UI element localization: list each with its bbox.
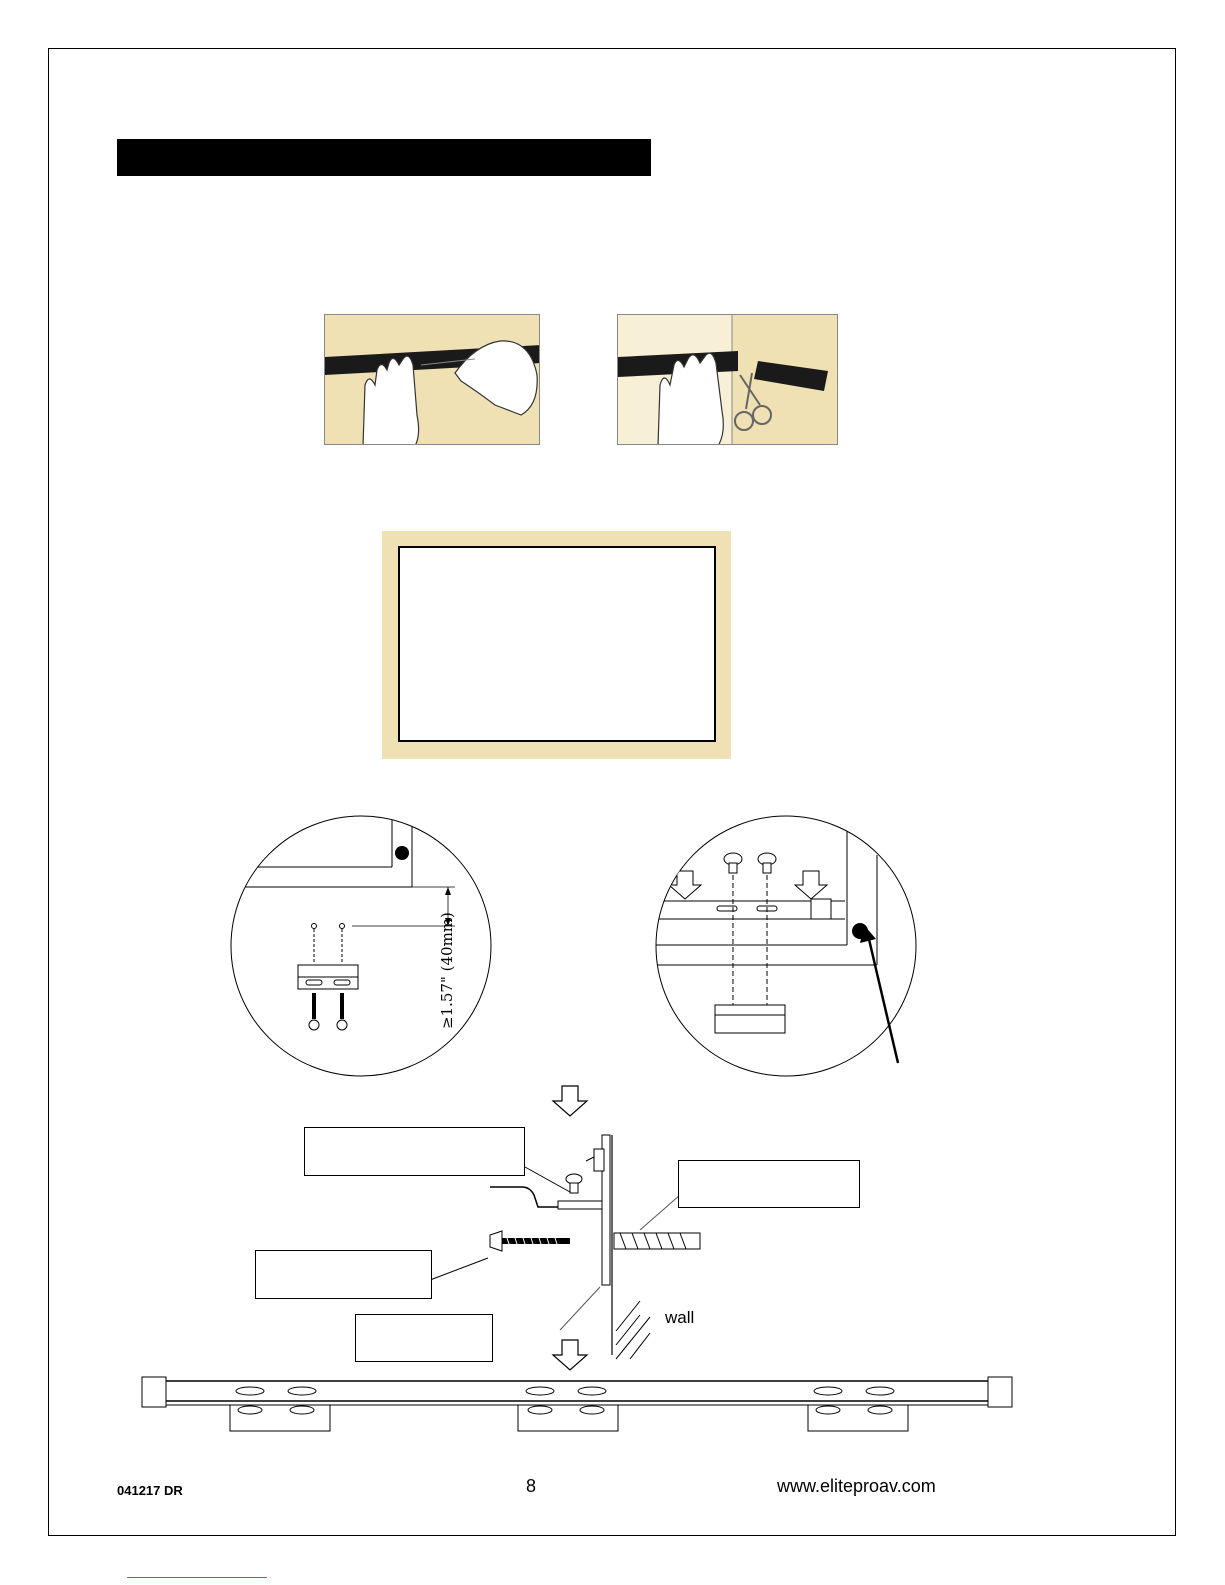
velvet-tape-cut-end: [754, 361, 828, 391]
rail-end-cap: [811, 899, 831, 919]
mounting-rail-assembly: [142, 1377, 1012, 1439]
label-box-anchor: [678, 1160, 860, 1208]
tape-application-illustration: [324, 314, 540, 445]
screen-frame-outline: [398, 546, 716, 742]
label-box-wood-screw: [255, 1250, 432, 1299]
wall-label: wall: [665, 1308, 695, 1327]
scissors-handle: [735, 412, 753, 430]
tape-cutting-drawing: [618, 315, 838, 445]
corner-mark: [395, 846, 409, 860]
document-code: 041217 DR: [117, 1483, 183, 1498]
down-arrow-icon: [552, 1085, 588, 1117]
wall-hatching: [616, 1301, 650, 1359]
pointer-arrow: [860, 925, 910, 1065]
section-header-bar: [117, 139, 651, 176]
label-box-screw: [304, 1127, 525, 1176]
dimension-label: ≥1.57" (40mm): [438, 912, 456, 1029]
mounting-bracket: [518, 1387, 618, 1431]
website-url: www.eliteproav.com: [777, 1476, 936, 1496]
label-box-bracket: [355, 1314, 493, 1362]
hyperlink-underline[interactable]: [127, 1577, 267, 1578]
tape-application-drawing: [325, 315, 540, 445]
mounting-bracket: [808, 1387, 908, 1431]
leader-line: [640, 1195, 680, 1230]
wall-anchor-icon: [614, 1233, 700, 1249]
scissors-handle: [753, 406, 771, 424]
bracket-placement-detail: [230, 815, 500, 1080]
mounting-bracket: [230, 1387, 330, 1431]
tape-cutting-illustration: [617, 314, 838, 445]
page-number: 8: [526, 1476, 537, 1496]
rail-end-cap: [142, 1377, 166, 1407]
rail-end-cap: [988, 1377, 1012, 1407]
mounting-bracket: [715, 1005, 785, 1033]
